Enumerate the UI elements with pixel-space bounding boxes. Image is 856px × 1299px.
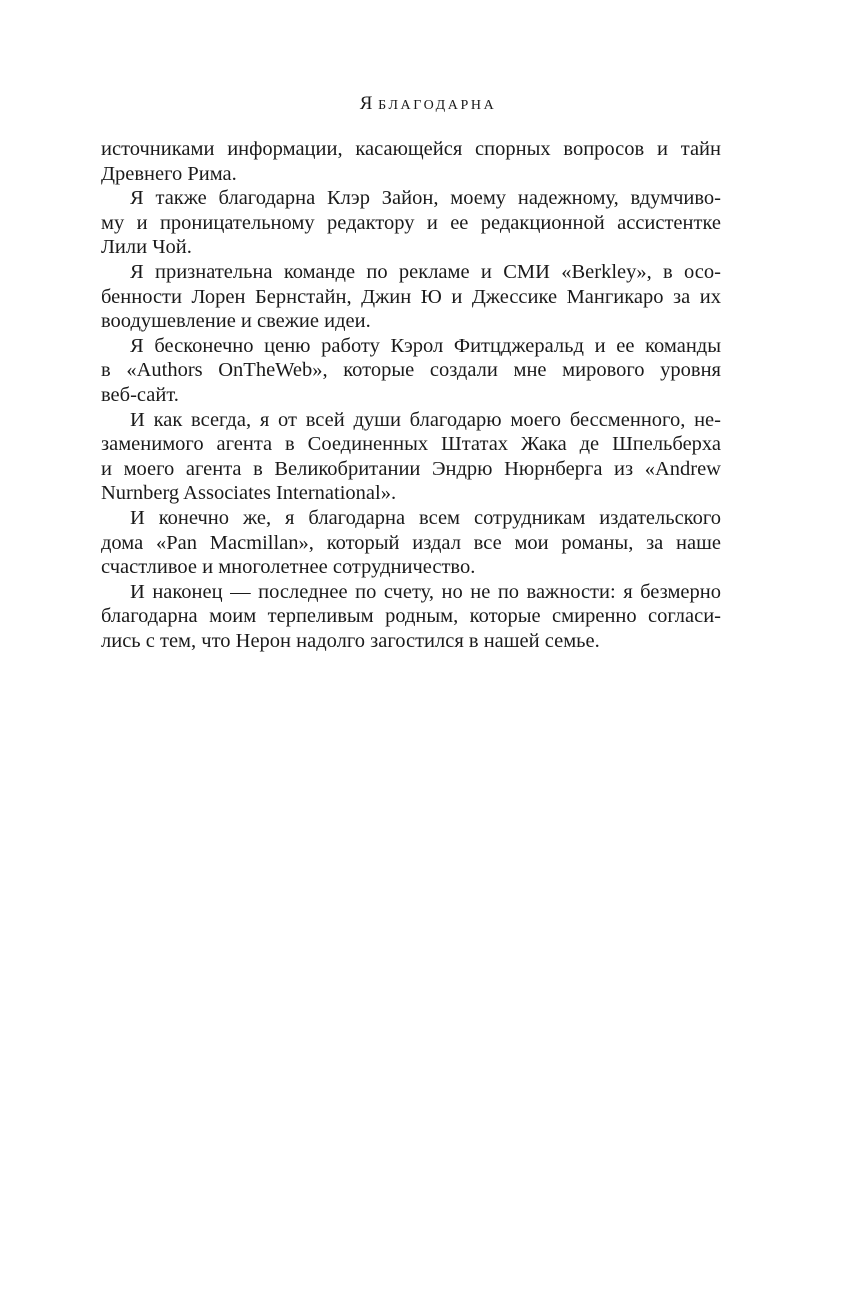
text-line: дома «Pan Macmillan», который издал все мои романы, за наше <box>101 531 721 554</box>
text-line: Я также благодарна Клэр Зайон, моему надежному, вдумчиво- <box>130 187 721 210</box>
text-line: лись с тем, что Нерон надолго загостился в нашей семье. <box>101 629 600 652</box>
text-line: заменимого агента в Соединенных Штатах Жака де Шпельберха <box>101 433 721 456</box>
text-line: бенности Лорен Бернстайн, Джин Ю и Джессике Мангикаро за их <box>101 285 721 308</box>
text-line: Я бесконечно ценю работу Кэрол Фитцджеральд и ее команды <box>130 334 721 357</box>
text-line: и моего агента в Великобритании Эндрю Нюрнберга из «Andrew <box>101 457 721 480</box>
text-line: И как всегда, я от всей души благодарю моего бессменного, не- <box>130 408 721 431</box>
text-line: Лили Чой. <box>101 236 192 259</box>
text-line: источниками информации, касающейся спорных вопросов и тайн <box>101 138 721 160</box>
running-head-first-letter: Я <box>359 93 373 114</box>
text-line: И конечно же, я благодарна всем сотрудникам издательского <box>130 506 721 529</box>
text-line: му и проницательному редактору и ее редакционной ассистентке <box>101 211 721 234</box>
text-line: веб-сайт. <box>101 383 179 406</box>
text-line: счастливое и многолетнее сотрудничество. <box>101 556 476 579</box>
text-line: Я признательна команде по рекламе и СМИ «Berkley», в осо- <box>130 260 721 283</box>
text-line: благодарна моим терпеливым родным, которые смиренно согласи- <box>101 605 721 628</box>
running-head-rest: БЛАГОДАРНА <box>378 98 497 113</box>
text-line: Nurnberg Associates International». <box>101 482 397 505</box>
text-line: Древнего Рима. <box>101 162 237 185</box>
text-line: И наконец — последнее по счету, но не по важности: я безмерно <box>130 580 721 603</box>
body-text <box>101 137 721 653</box>
text-line: в «Authors OnTheWeb», которые создали мне мирового уровня <box>101 359 721 382</box>
text-line: воодушевление и свежие идеи. <box>101 310 371 333</box>
running-head <box>0 92 856 118</box>
